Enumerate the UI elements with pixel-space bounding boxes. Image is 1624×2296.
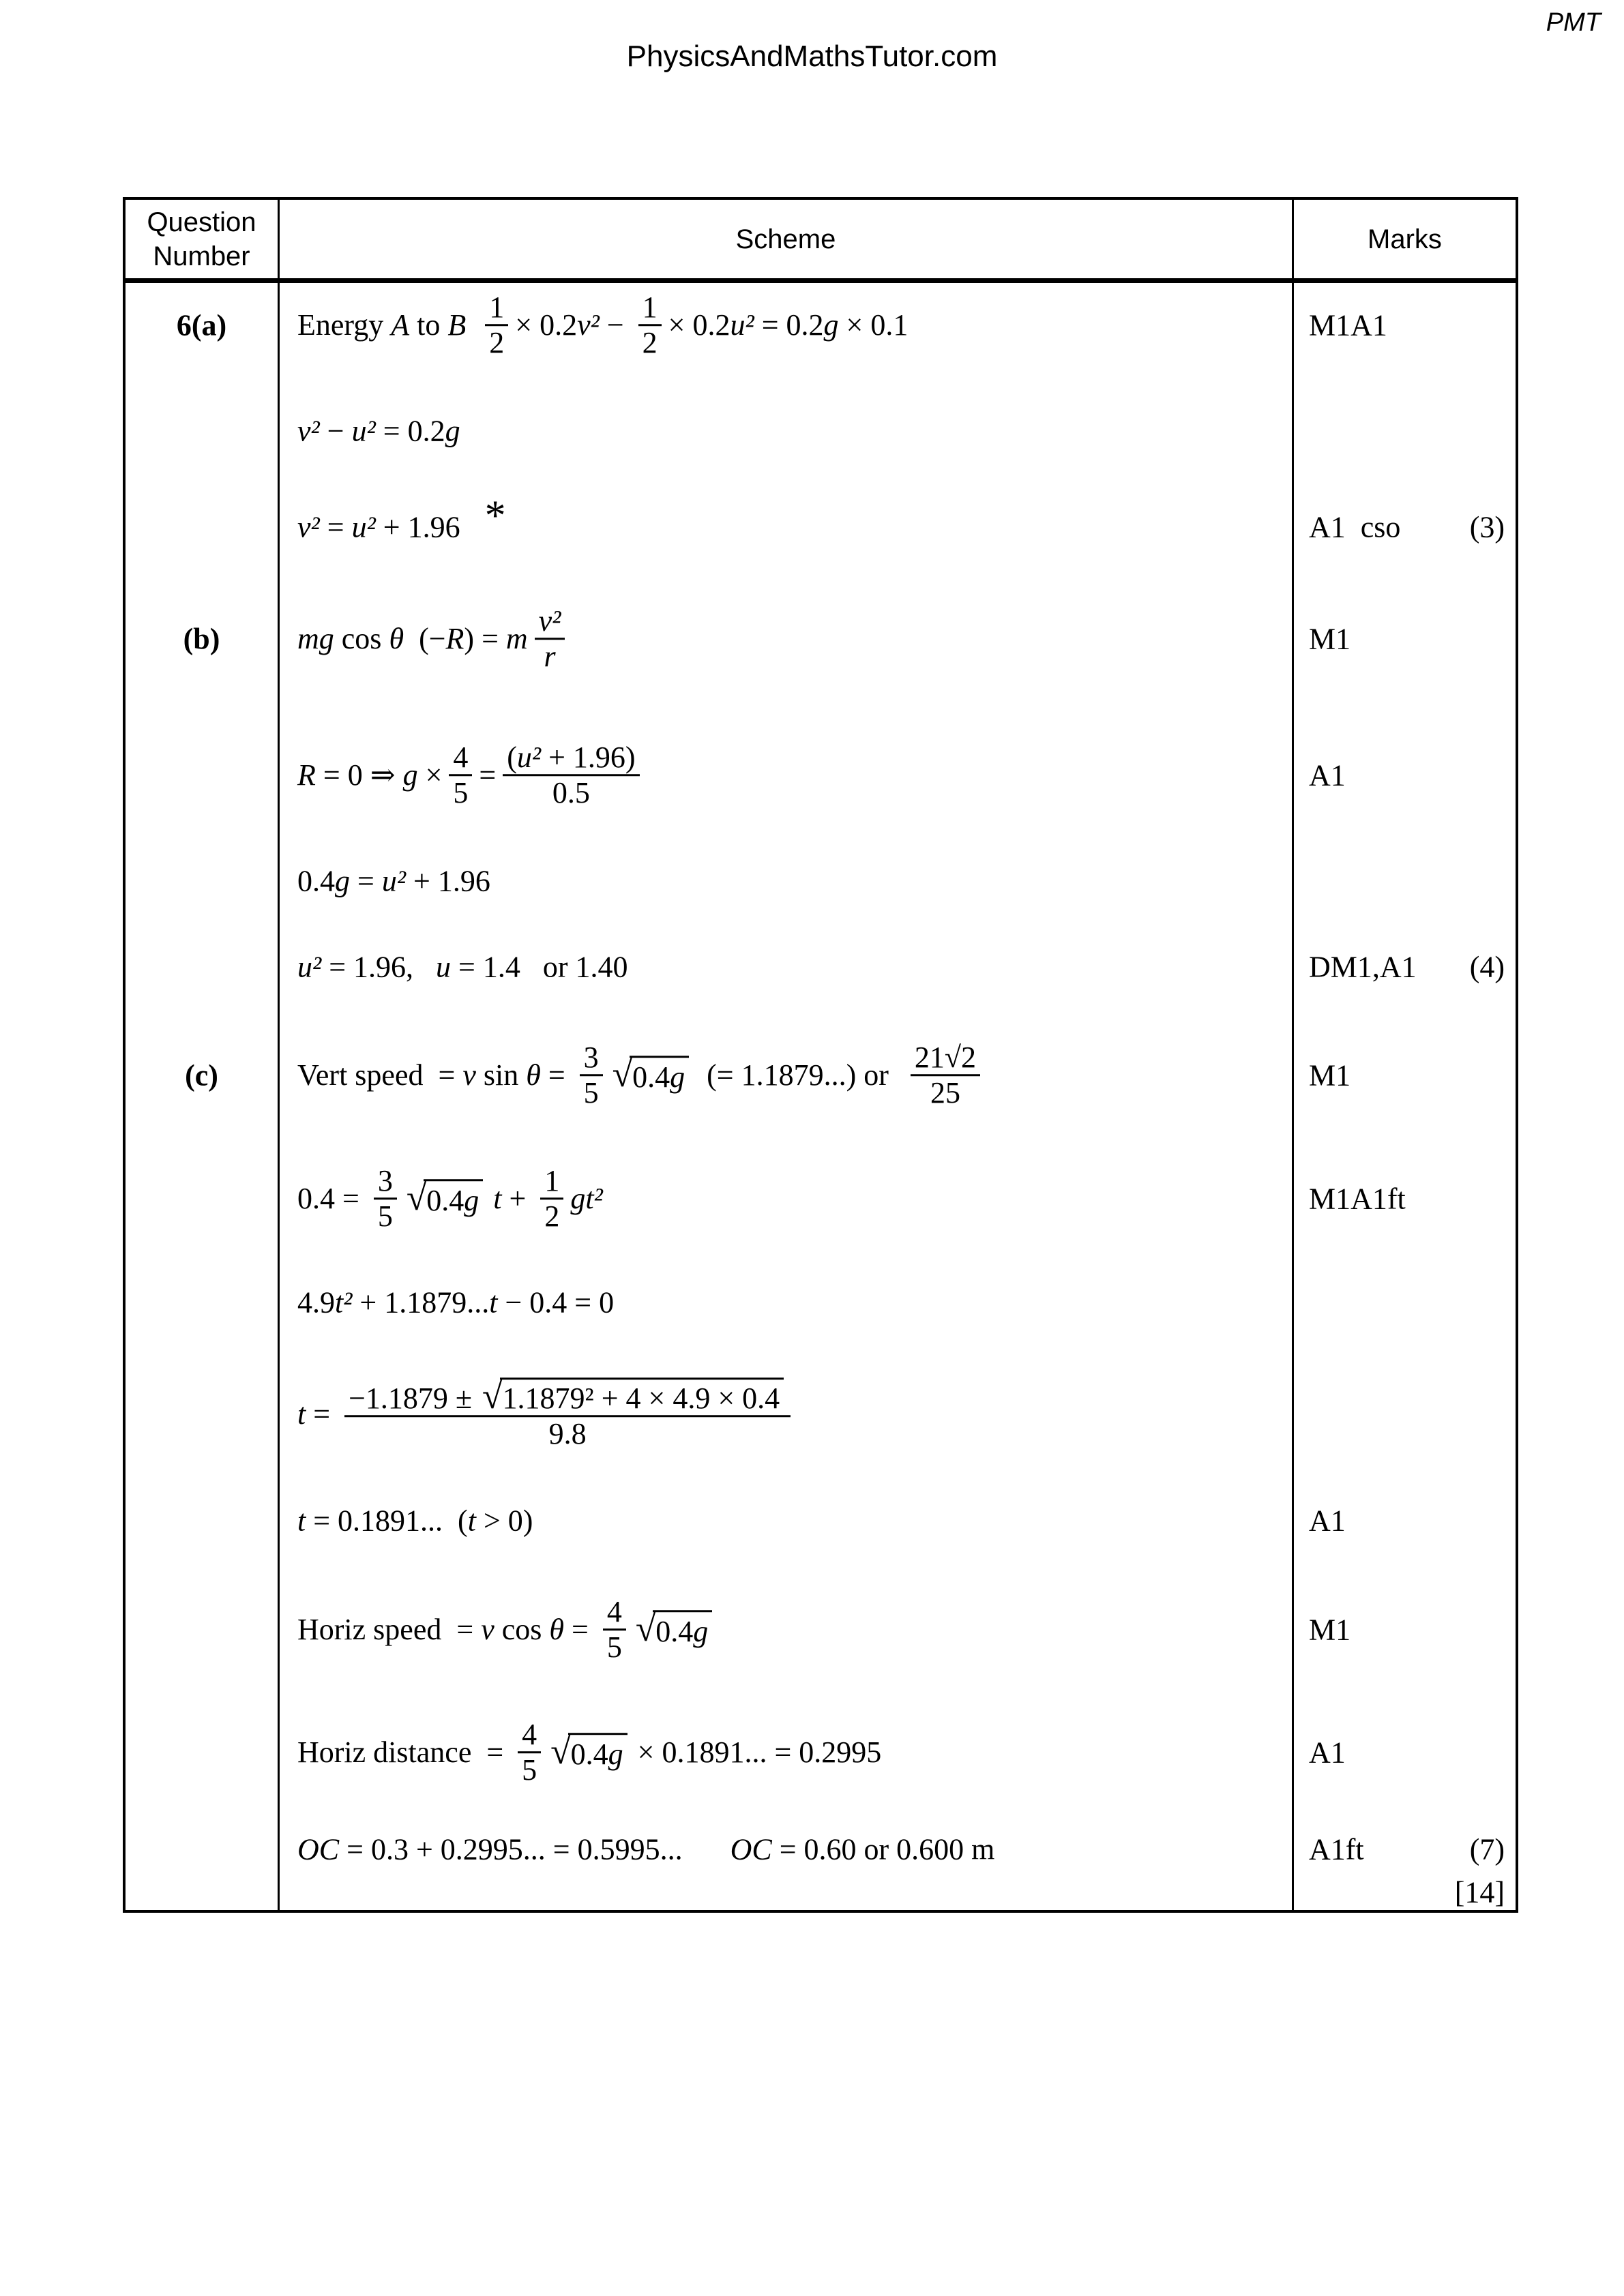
math-token: Energy bbox=[297, 308, 392, 342]
math-token: OC bbox=[297, 1832, 340, 1866]
math-token: 0.4 = bbox=[297, 1182, 367, 1216]
math-token: + 1.96 bbox=[406, 864, 490, 898]
mark-value: DM1,A1 bbox=[1309, 950, 1417, 984]
scheme-line-c7 bbox=[297, 1718, 881, 1787]
math-token: g bbox=[670, 1060, 685, 1094]
scheme-line-a3 bbox=[297, 492, 506, 552]
math-token: + 1.1879... bbox=[352, 1285, 490, 1320]
math-token: t bbox=[297, 1504, 306, 1538]
math-token: 3 bbox=[374, 1164, 397, 1199]
math-token: 5 bbox=[453, 776, 469, 810]
math-token: 2 bbox=[489, 326, 505, 360]
math-token: 0.5 bbox=[552, 776, 590, 810]
math-token: v² bbox=[577, 308, 600, 342]
radicand: 1.1879² + 4 × 4.9 × 0.4 bbox=[500, 1377, 784, 1415]
scheme-line-a2 bbox=[297, 414, 460, 449]
fraction bbox=[485, 290, 508, 360]
math-token: × bbox=[417, 758, 443, 792]
math-token: t² bbox=[335, 1285, 353, 1320]
math-token: ) = bbox=[464, 622, 506, 656]
sqrt-radical bbox=[612, 1056, 689, 1095]
math-token: + 1.96 bbox=[375, 510, 460, 544]
math-token: = 0.3 + 0.2995... = 0.5995... bbox=[339, 1832, 683, 1866]
math-token: 21√2 bbox=[911, 1041, 980, 1076]
math-token: = 0.2 bbox=[375, 414, 445, 448]
mark-value: A1 bbox=[1309, 1504, 1346, 1538]
radical-sign: √ bbox=[406, 1177, 427, 1219]
math-token: = bbox=[564, 1613, 596, 1647]
scheme-column bbox=[280, 283, 1294, 1910]
math-token: v bbox=[481, 1613, 494, 1647]
mark-value: M1 bbox=[1309, 1058, 1351, 1092]
fraction bbox=[449, 741, 472, 810]
radical-sign: √ bbox=[612, 1054, 633, 1095]
pmt-corner-label: PMT bbox=[1546, 8, 1601, 37]
scheme-line-c5 bbox=[297, 1504, 533, 1538]
fraction bbox=[580, 1041, 603, 1110]
math-token: 1 bbox=[485, 290, 508, 326]
math-token: u bbox=[436, 950, 452, 984]
radicand bbox=[568, 1733, 628, 1772]
radicand bbox=[653, 1611, 712, 1650]
math-token: 0.4 bbox=[570, 1738, 608, 1772]
marks-total bbox=[1309, 1875, 1505, 1910]
fraction bbox=[374, 1164, 397, 1234]
math-token: Vert speed = bbox=[297, 1058, 463, 1092]
math-token: g bbox=[464, 1184, 479, 1218]
question-label-c: (c) bbox=[185, 1058, 218, 1092]
math-token: 4 bbox=[518, 1718, 541, 1753]
math-token: 5 bbox=[583, 1076, 599, 1110]
marks-column bbox=[1294, 283, 1516, 1910]
marks-c5 bbox=[1309, 1504, 1505, 1538]
math-token: m bbox=[505, 622, 528, 656]
math-token: g bbox=[693, 1615, 709, 1649]
fraction bbox=[603, 1595, 626, 1665]
math-token: R bbox=[297, 758, 316, 792]
math-token: 1 bbox=[540, 1164, 563, 1199]
math-token: = 0.2 bbox=[754, 308, 824, 342]
math-token: = bbox=[479, 758, 497, 792]
scheme-line-c6 bbox=[297, 1595, 715, 1665]
math-token: gt² bbox=[570, 1182, 603, 1216]
math-token: to bbox=[409, 308, 448, 342]
math-token: u² bbox=[351, 414, 376, 448]
math-token: (= 1.1879...) or bbox=[692, 1058, 904, 1092]
marks-c2 bbox=[1309, 1182, 1505, 1217]
math-token: = bbox=[319, 510, 352, 544]
mark-value: M1A1 bbox=[1309, 308, 1387, 342]
fraction bbox=[344, 1377, 791, 1451]
math-token: 5 bbox=[606, 1630, 622, 1665]
sqrt-radical bbox=[550, 1733, 627, 1772]
math-token: × 0.1 bbox=[838, 308, 909, 342]
math-token: v bbox=[462, 1058, 476, 1092]
math-token: u² bbox=[381, 864, 407, 898]
mark-subtotal: (4) bbox=[1469, 950, 1505, 984]
scheme-line-b2 bbox=[297, 741, 647, 810]
scheme-line-a1 bbox=[297, 290, 908, 360]
scheme-line-c4 bbox=[297, 1377, 797, 1451]
total-marks: [14] bbox=[1454, 1875, 1505, 1909]
math-token: OC bbox=[730, 1832, 772, 1866]
math-token: u² bbox=[730, 308, 754, 342]
math-token: r bbox=[544, 640, 556, 674]
math-token: > 0) bbox=[475, 1504, 533, 1538]
radicand bbox=[630, 1056, 689, 1095]
math-token: u² bbox=[351, 510, 376, 544]
math-token: + bbox=[501, 1182, 534, 1216]
math-token: −1.1879 ± bbox=[349, 1382, 480, 1416]
math-token: g bbox=[402, 758, 418, 792]
math-token: 0.4 bbox=[632, 1060, 670, 1094]
scheme-line-c8 bbox=[297, 1832, 994, 1867]
fraction bbox=[518, 1718, 541, 1787]
marks-c8 bbox=[1309, 1832, 1505, 1867]
math-token: 5 bbox=[522, 1753, 537, 1787]
mark-value: A1 bbox=[1309, 758, 1346, 792]
math-token: = bbox=[540, 1058, 573, 1092]
math-token: t bbox=[467, 1504, 476, 1538]
math-token: 9.8 bbox=[548, 1417, 587, 1451]
math-token: ( bbox=[507, 741, 517, 775]
math-token: t bbox=[297, 1397, 306, 1431]
math-token: = 1.96, bbox=[321, 950, 437, 984]
marks-c7 bbox=[1309, 1735, 1505, 1770]
math-token: × 0.2 bbox=[515, 308, 578, 342]
fraction bbox=[503, 741, 639, 810]
math-token: g bbox=[608, 1738, 623, 1772]
marks-a3 bbox=[1309, 510, 1505, 545]
math-token: g bbox=[335, 864, 350, 898]
marks-b4 bbox=[1309, 950, 1505, 985]
math-token: t bbox=[489, 1285, 498, 1320]
fraction bbox=[540, 1164, 563, 1234]
question-number-column bbox=[126, 283, 280, 1910]
math-token: = 1.4 or 1.40 bbox=[451, 950, 628, 984]
math-token: θ bbox=[549, 1613, 564, 1647]
mark-subtotal: (3) bbox=[1469, 510, 1505, 544]
math-token: R bbox=[445, 622, 464, 656]
marks-b2 bbox=[1309, 758, 1505, 793]
question-label-6a: 6(a) bbox=[176, 308, 227, 342]
scheme-line-b4 bbox=[297, 950, 628, 985]
math-token: 0.4 bbox=[655, 1615, 694, 1649]
math-token: + 1.96) bbox=[541, 741, 636, 775]
math-token: 0.4 bbox=[297, 864, 335, 898]
scheme-line-b3 bbox=[297, 864, 490, 899]
math-token: B bbox=[447, 308, 467, 342]
math-token: × 0.1891... = 0.2995 bbox=[630, 1735, 882, 1770]
math-token: 25 bbox=[930, 1076, 960, 1110]
scheme-line-b1 bbox=[297, 604, 572, 674]
fraction bbox=[911, 1041, 980, 1110]
math-token: Horiz speed = bbox=[297, 1613, 482, 1647]
marks-c6 bbox=[1309, 1613, 1505, 1648]
math-token: v² bbox=[297, 510, 320, 544]
math-token: = 0.1891... ( bbox=[306, 1504, 468, 1538]
math-token: sin bbox=[475, 1058, 527, 1092]
math-token: = 0 ⇒ bbox=[315, 758, 403, 792]
math-token: u² bbox=[297, 950, 322, 984]
mark-value: M1 bbox=[1309, 1613, 1351, 1647]
radical-sign: √ bbox=[482, 1375, 503, 1417]
mark-value: M1 bbox=[1309, 622, 1351, 656]
mark-value: A1 bbox=[1309, 1735, 1346, 1770]
math-token: 2 bbox=[544, 1199, 560, 1234]
sqrt-radical bbox=[482, 1377, 784, 1415]
math-token: g bbox=[445, 414, 460, 448]
math-token: θ bbox=[526, 1058, 541, 1092]
math-token: cos bbox=[334, 622, 389, 656]
math-token: θ bbox=[389, 622, 404, 656]
sqrt-radical bbox=[635, 1608, 712, 1650]
math-token: A bbox=[391, 308, 410, 342]
math-token: v² bbox=[297, 414, 320, 448]
math-token: v² bbox=[535, 604, 565, 640]
math-token: 0.4 bbox=[426, 1184, 464, 1218]
marks-b1 bbox=[1309, 622, 1505, 657]
math-token: t bbox=[486, 1182, 502, 1216]
site-title: PhysicsAndMathsTutor.com bbox=[626, 40, 998, 73]
marks-a1 bbox=[1309, 308, 1505, 343]
math-token: 5 bbox=[377, 1199, 393, 1234]
radical-sign: √ bbox=[635, 1608, 656, 1650]
mark-value: A1ft bbox=[1309, 1832, 1364, 1866]
math-token: − bbox=[599, 308, 632, 342]
math-token: = 0.60 or 0.600 m bbox=[771, 1832, 995, 1866]
math-token: 2 bbox=[642, 326, 658, 360]
radicand bbox=[424, 1180, 483, 1219]
mark-subtotal: (7) bbox=[1469, 1832, 1505, 1866]
math-token: u² bbox=[516, 741, 542, 775]
table-header-row bbox=[126, 200, 1516, 283]
math-token: 4 bbox=[603, 1595, 626, 1630]
mark-value: M1A1ft bbox=[1309, 1182, 1406, 1216]
math-token: g bbox=[823, 308, 839, 342]
math-token: 4.9 bbox=[297, 1285, 335, 1320]
math-token: 1 bbox=[638, 290, 662, 326]
math-token: − 0.4 = 0 bbox=[497, 1285, 615, 1320]
math-token: − bbox=[319, 414, 352, 448]
fraction bbox=[535, 604, 565, 674]
fraction-numerator bbox=[344, 1377, 791, 1417]
math-token: 4 bbox=[449, 741, 472, 776]
scheme-line-c1 bbox=[297, 1041, 987, 1110]
math-token: 3 bbox=[580, 1041, 603, 1076]
header-question-number: Question Number bbox=[126, 200, 280, 278]
mark-scheme-table bbox=[123, 197, 1518, 1913]
math-token: = bbox=[350, 864, 382, 898]
math-token: mg bbox=[297, 622, 334, 656]
math-token: = bbox=[306, 1397, 338, 1431]
mark-value: A1 cso bbox=[1309, 510, 1401, 544]
sqrt-radical bbox=[406, 1177, 483, 1219]
math-token: (− bbox=[404, 622, 446, 656]
question-label-b: (b) bbox=[183, 622, 220, 656]
table-body-row bbox=[126, 283, 1516, 1910]
header-marks: Marks bbox=[1368, 224, 1442, 254]
marks-c1 bbox=[1309, 1058, 1505, 1093]
asterisk-marker: * bbox=[484, 492, 506, 539]
math-token: Horiz distance = bbox=[297, 1735, 512, 1770]
fraction bbox=[638, 290, 662, 360]
scheme-line-c2 bbox=[297, 1164, 603, 1234]
fraction-numerator bbox=[503, 741, 639, 776]
scheme-line-c3 bbox=[297, 1285, 614, 1320]
math-token: × 0.2 bbox=[668, 308, 730, 342]
header-scheme: Scheme bbox=[280, 200, 1294, 278]
radical-sign: √ bbox=[550, 1731, 571, 1772]
math-token: cos bbox=[494, 1613, 550, 1647]
